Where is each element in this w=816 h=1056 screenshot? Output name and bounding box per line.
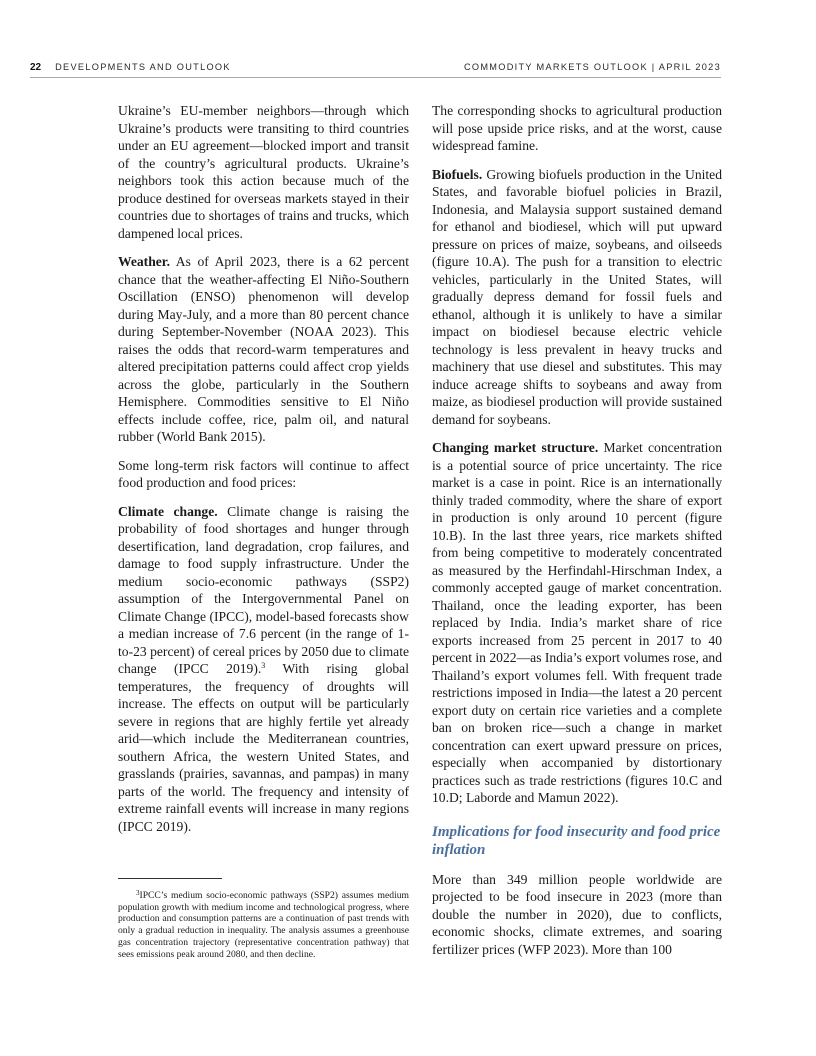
paragraph-ukraine-neighbors: Ukraine’s EU-member neighbors—through which Ukraine’s products were transiting to third countries under an EU agreement—blocked import and transit of the country’s agricultural products. Ukraine’s neighbors took this action because much of the produce destined for overseas markets stayed in their countries due to shortages of trains and trucks, which dampened local prices. [118, 103, 409, 241]
paragraph-biofuels: Biofuels. Growing biofuels production in the United States, and favorable biofuel policies in Brazil, Indonesia, and Malaysia support sustained demand for ethanol and biodiesel, which will put upward pressure on prices of maize, soybeans, and oilseeds (figure 10.A). The push for a transition to electric vehicles, particularly in the United States, will gradually depress demand for fossil fuels and ethanol, although it is unlikely to have a similar impact on biodiesel because electric vehicle technology is less prevalent in heavy trucks and machinery that use diesel and substitutes. This may induce acreage shifts to soybeans and away from maize, as biodiesel production will provide sustained demand for soybeans. [432, 166, 722, 427]
footnote-reference[interactable]: 3 [261, 661, 266, 670]
paragraph-weather: Weather. As of April 2023, there is a 62 percent chance that the weather-affecting El Niño-Southern Oscillation (ENSO) phenomenon will develop during May-July, and a more than 80 percent chance during September-November (NOAA 2023). This raises the odds that record-warm temperatures and altered precipitation patterns could affect crop yields across the globe, particularly in the Southern Hemisphere. Commodities sensitive to El Niño effects include coffee, rice, palm oil, and natural rubber (World Bank 2015). [118, 254, 409, 444]
publication-title: COMMODITY MARKETS OUTLOOK | APRIL 2023 [463, 62, 721, 72]
left-column [118, 102, 409, 846]
paragraph-market-structure: Changing market structure. Market concentration is a potential source of price uncertainty. The rice market is a case in point. Rice is an internationally thinly traded commodity, where the share of export in production is only around 10 percent (figure 10.B). In the last three years, rice markets shifted from being competitive to moderately concentrated as measured by the Herfindahl-Hirschman Index, a commonly accepted gauge of market concentration. Thailand, once the leading exporter, has been replaced by India. India’s market share of rice exports increased from 25 percent in 2017 to 40 percent in 2022—as India’s export volumes rose, and Thailand’s export volumes fell. With frequent trade restrictions imposed in India—the latest a 20 percent export duty on certain rice varieties and a complete ban on broken rice—such a change in market concentration can exert upward pressure on prices, especially when accompanied by distortionary practices such as trade restrictions (figures 10.C and 10.D; Laborde and Mamun 2022). [432, 440, 722, 805]
paragraph-shocks: The corresponding shocks to agricultural production will pose upside price risks, and at the worst, cause widespread famine. [432, 103, 722, 153]
page-number: 22 [30, 62, 42, 73]
footnote-text: IPCC’s medium socio-economic pathways (SSP2) assumes medium population growth with medium income and technological progress, where production and consumption patterns are a continuation of past trends with only a gradual reduction in inequality. The analysis assumes a greenhouse gas concentration trajectory (representative concentration pathway) that sees emissions peak around 2080, and then decline. [118, 890, 409, 960]
paragraph-food-insecurity: More than 349 million people worldwide are projected to be food insecure in 2023 (more than double the number in 2020), due to conflicts, economic shocks, climate extremes, and soaring fertilizer prices (WFP 2023). More than 100 [432, 871, 722, 957]
footnote-number: 3 [136, 889, 140, 897]
header-rule [30, 77, 721, 78]
run-in-heading-weather: Weather. [118, 254, 170, 269]
right-column [432, 102, 722, 969]
paragraph-climate-change: Climate change. Climate change is raising the probability of food shortages and hunger through desertification, land degradation, crop failures, and damage to food supply infrastructure. Under the medium socio-economic pathways (SSP2) assumption of the Intergovernmental Panel on Climate Change (IPCC), model-based forecasts show a median increase of 7.6 percent (in the range of 1-to-23 percent) of cereal prices by 2050 due to climate change (IPCC 2019).$^3$ With rising global temperatures, the frequency of droughts will increase. The effects on output will be particularly severe in regions that are highly fertile yet already arid—which include the Mediterranean countries, southern Africa, the western United States, and grasslands (prairies, savannas, and pampas) in many parts of the world. The frequency and intensity of extreme rainfall events will increase in many regions (IPCC 2019). [118, 503, 410, 834]
footnote-rule [118, 878, 222, 879]
run-in-heading-biofuels: Biofuels. [432, 166, 483, 182]
running-header-left [30, 62, 231, 73]
run-in-heading-climate: Climate change. [118, 503, 218, 519]
footnote [118, 890, 409, 960]
section-title: DEVELOPMENTS AND OUTLOOK [55, 62, 231, 72]
run-in-heading-market: Changing market structure. [432, 440, 599, 455]
section-heading: Implications for food insecurity and food price inflation [432, 823, 721, 858]
paragraph-long-term-risks: Some long-term risk factors will continue to affect food production and food prices: [118, 457, 409, 490]
